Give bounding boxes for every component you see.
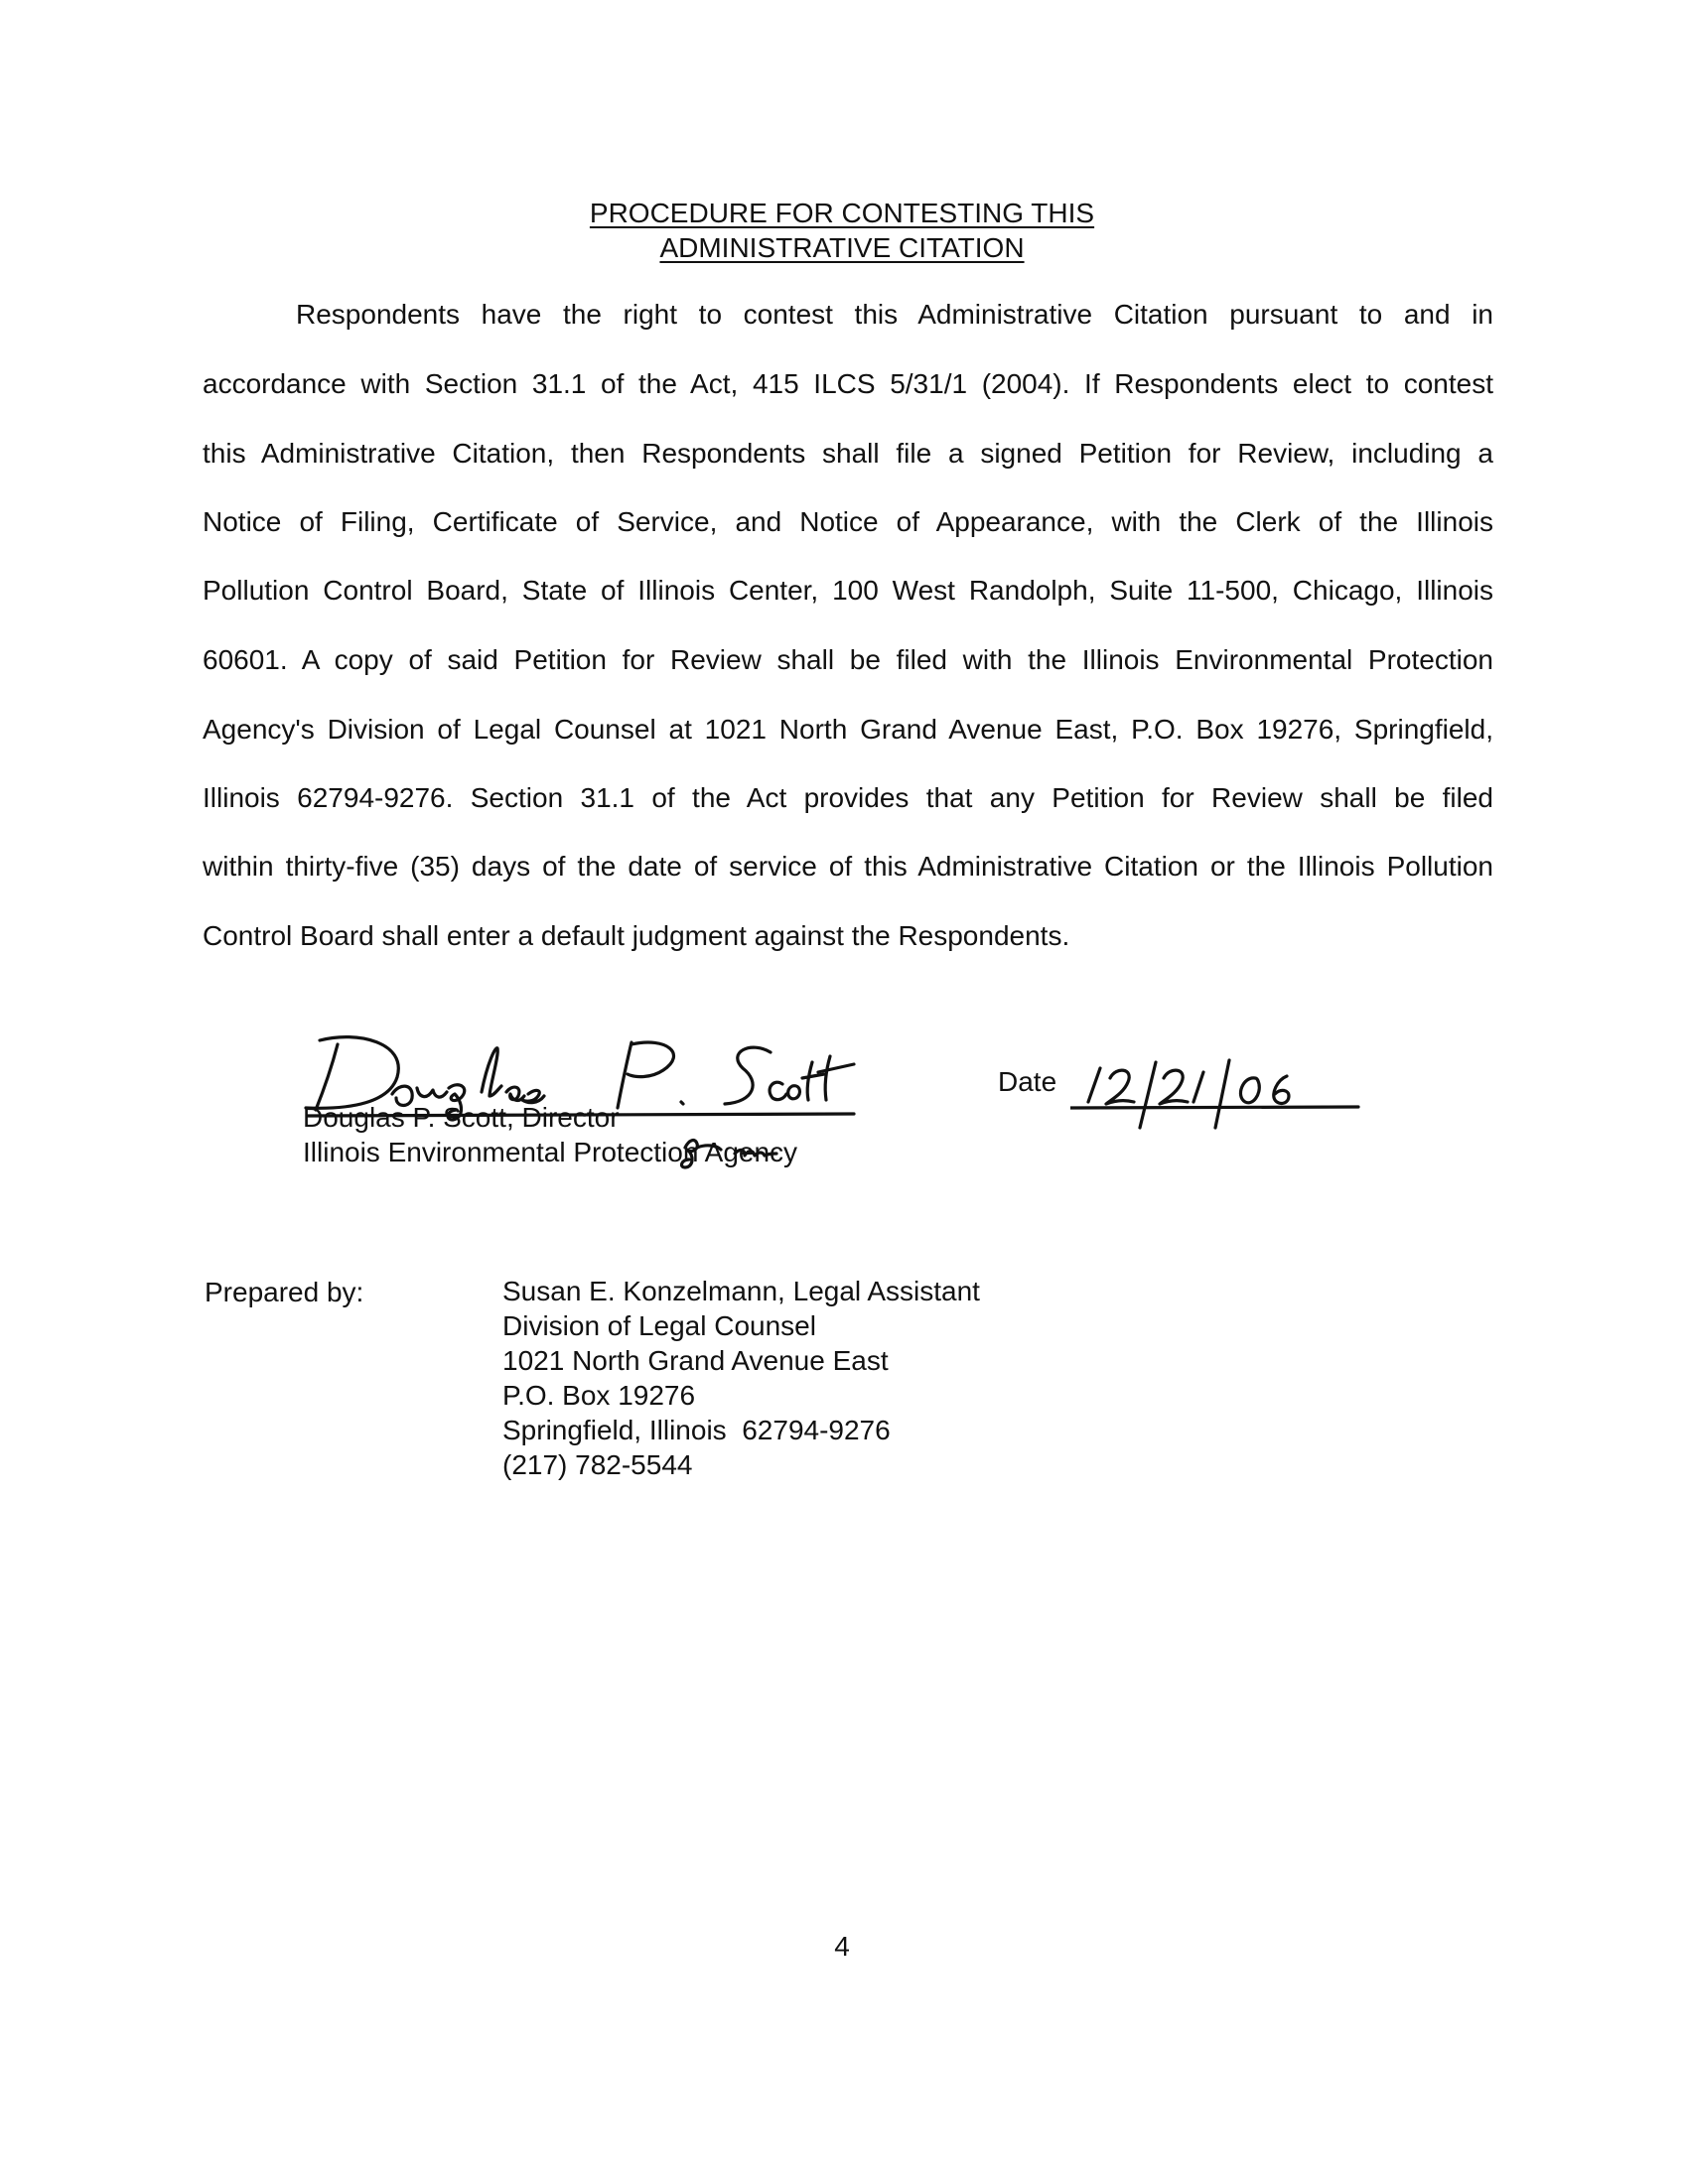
preparer-city-state-zip: Springfield, Illinois 62794-9276 <box>502 1415 891 1445</box>
page-number: 4 <box>834 1931 850 1962</box>
body-line: accordance with Section 31.1 of the Act, 415 ILCS 5/31/1 (2004). If Respondents elect to contest <box>203 368 1493 399</box>
date-label: Date <box>998 1066 1057 1097</box>
body-line: Illinois 62794-9276. Section 31.1 of the Act provides that any Petition for Review shall be filed <box>203 782 1493 813</box>
body-line: Pollution Control Board, State of Illinois Center, 100 West Randolph, Suite 11-500, Chicago, Illinois <box>203 575 1493 606</box>
prepared-by-label: Prepared by: <box>205 1277 364 1307</box>
heading-line-1: PROCEDURE FOR CONTESTING THIS <box>589 198 1095 228</box>
preparer-po-box: P.O. Box 19276 <box>502 1380 696 1411</box>
preparer-street: 1021 North Grand Avenue East <box>502 1345 889 1376</box>
body-line: Respondents have the right to contest this Administrative Citation pursuant to and in <box>296 299 1493 330</box>
body-line: Control Board shall enter a default judgment against the Respondents. <box>203 920 1070 951</box>
preparer-phone: (217) 782-5544 <box>502 1449 693 1480</box>
preparer-address-block <box>502 1274 980 1482</box>
handwritten-date <box>1070 1032 1368 1142</box>
signatory-name-title: Douglas P. Scott, Director <box>303 1102 620 1133</box>
heading-line-2: ADMINISTRATIVE CITATION <box>659 232 1025 263</box>
body-line: within thirty-five (35) days of the date of service of this Administrative Citation or the Illinois Pollution <box>203 851 1493 882</box>
body-line: this Administrative Citation, then Respondents shall file a signed Petition for Review, including a <box>203 438 1493 469</box>
preparer-name: Susan E. Konzelmann, Legal Assistant <box>502 1276 980 1306</box>
body-line: 60601. A copy of said Petition for Review shall be filed with the Illinois Environmental Protection <box>203 644 1493 675</box>
body-line: Notice of Filing, Certificate of Service, and Notice of Appearance, with the Clerk of the Illinois <box>203 506 1493 537</box>
signatory-agency: Illinois Environmental Protection Agency <box>303 1137 798 1167</box>
preparer-division: Division of Legal Counsel <box>502 1310 816 1341</box>
body-line: Agency's Division of Legal Counsel at 1021 North Grand Avenue East, P.O. Box 19276, Springfield, <box>203 714 1493 745</box>
